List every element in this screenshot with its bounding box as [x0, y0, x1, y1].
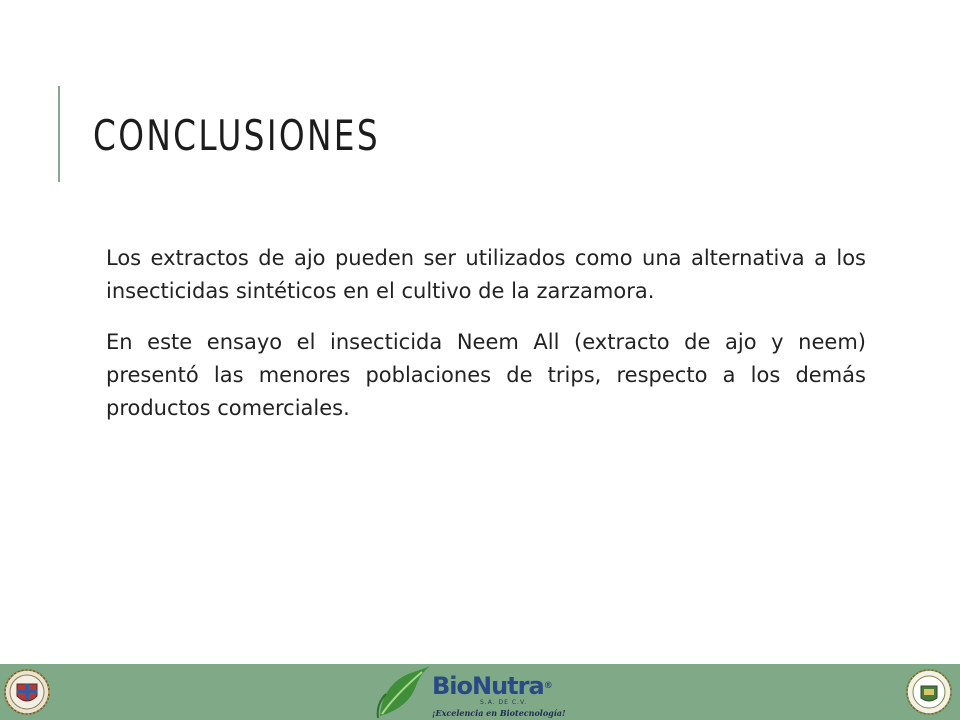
- leaf-icon: [372, 664, 432, 720]
- registered-mark: ®: [543, 681, 552, 691]
- footer-band: [0, 664, 960, 720]
- slide-body: [106, 242, 866, 443]
- university-seal-icon: [3, 668, 51, 716]
- paragraph-2: En este ensayo el insecticida Neem All (extracto de ajo y neem) presentó las menores poblaciones de trips, respecto a los demás productos comerciales.: [106, 330, 866, 420]
- slide-title: CONCLUSIONES: [93, 111, 380, 160]
- paragraph-1: Los extractos de ajo pueden ser utilizados como una alternativa a los insecticidas sintéticos en el cultivo de la zarzamora.: [106, 246, 866, 303]
- logo-suffix: S.A. DE C.V.: [480, 699, 528, 706]
- logo-wordmark: [432, 673, 552, 699]
- title-accent-bar: [58, 86, 60, 182]
- logo-name: BioNutra: [432, 672, 544, 700]
- bionutra-logo: [372, 664, 566, 720]
- institution-seal-icon: [905, 668, 953, 716]
- logo-slogan: ¡Excelencia en Biotecnología!: [432, 708, 566, 718]
